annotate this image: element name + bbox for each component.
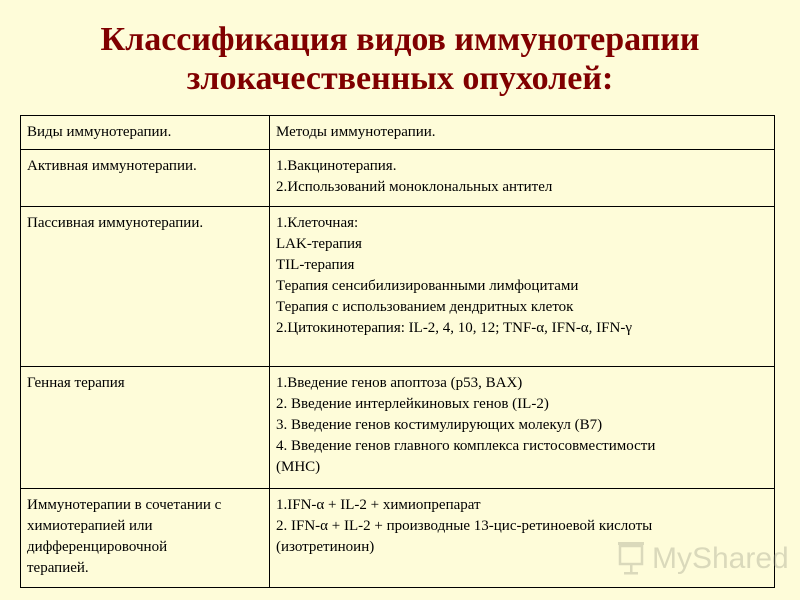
method-line: (MHC): [276, 459, 321, 475]
method-line: 1.Вакцинотерапия.: [276, 158, 397, 174]
method-line: 2.Использований моноклональных антител: [276, 179, 553, 195]
type-label-line: Иммунотерапии в сочетании с: [27, 497, 222, 513]
method-line: 2. Введение интерлейкиновых генов (IL-2): [276, 396, 549, 412]
type-label-line: терапией.: [27, 560, 89, 576]
method-line: 1.Введение генов апоптоза (p53, BAX): [276, 375, 523, 391]
table-row: [21, 367, 775, 489]
method-line: (изотретиноин): [276, 539, 375, 555]
immunotherapy-table: [20, 115, 775, 588]
method-line: Терапия сенсибилизированными лимфоцитами: [276, 278, 579, 294]
header-types: Виды иммунотерапии.: [21, 116, 270, 150]
header-methods: Методы иммунотерапии.: [270, 116, 775, 150]
page-title: [0, 20, 800, 98]
method-line: 1.IFN-α + IL-2 + химиопрепарат: [276, 497, 481, 513]
type-cell: [21, 489, 270, 588]
myshared-watermark: [612, 538, 789, 580]
table-row: [21, 150, 775, 207]
methods-cell: [270, 367, 775, 489]
type-cell: [21, 207, 270, 367]
table-row: [21, 207, 775, 367]
type-cell: [21, 367, 270, 489]
method-line: TIL-терапия: [276, 257, 355, 273]
watermark-text: MyShared: [652, 542, 789, 575]
method-line: 3. Введение генов костимулирующих молекул (B7): [276, 417, 603, 433]
type-label: Пассивная иммунотерапии.: [27, 215, 204, 231]
type-label: Генная терапия: [27, 375, 125, 391]
type-label-line: дифференцировочной: [27, 539, 168, 555]
method-line: 2. IFN-α + IL-2 + производные 13-цис-ретиноевой кислоты: [276, 518, 653, 534]
type-label-line: химиотерапией или: [27, 518, 153, 534]
title-line-2: злокачественных опухолей:: [186, 60, 614, 97]
method-line: 2.Цитокинотерапия: IL-2, 4, 10, 12; TNF-α, IFN-α, IFN-γ: [276, 320, 632, 336]
projector-screen-icon: [614, 538, 648, 578]
method-line: 1.Клеточная:: [276, 215, 359, 231]
title-line-1: Классификация видов иммунотерапии: [100, 21, 700, 58]
table-header-row: [21, 116, 775, 150]
method-line: Терапия с использованием дендритных клеток: [276, 299, 574, 315]
method-line: LAK-терапия: [276, 236, 362, 252]
methods-cell: [270, 207, 775, 367]
type-cell: [21, 150, 270, 207]
type-label: Активная иммунотерапии.: [27, 158, 197, 174]
method-line: 4. Введение генов главного комплекса гистосовместимости: [276, 438, 656, 454]
methods-cell: [270, 150, 775, 207]
